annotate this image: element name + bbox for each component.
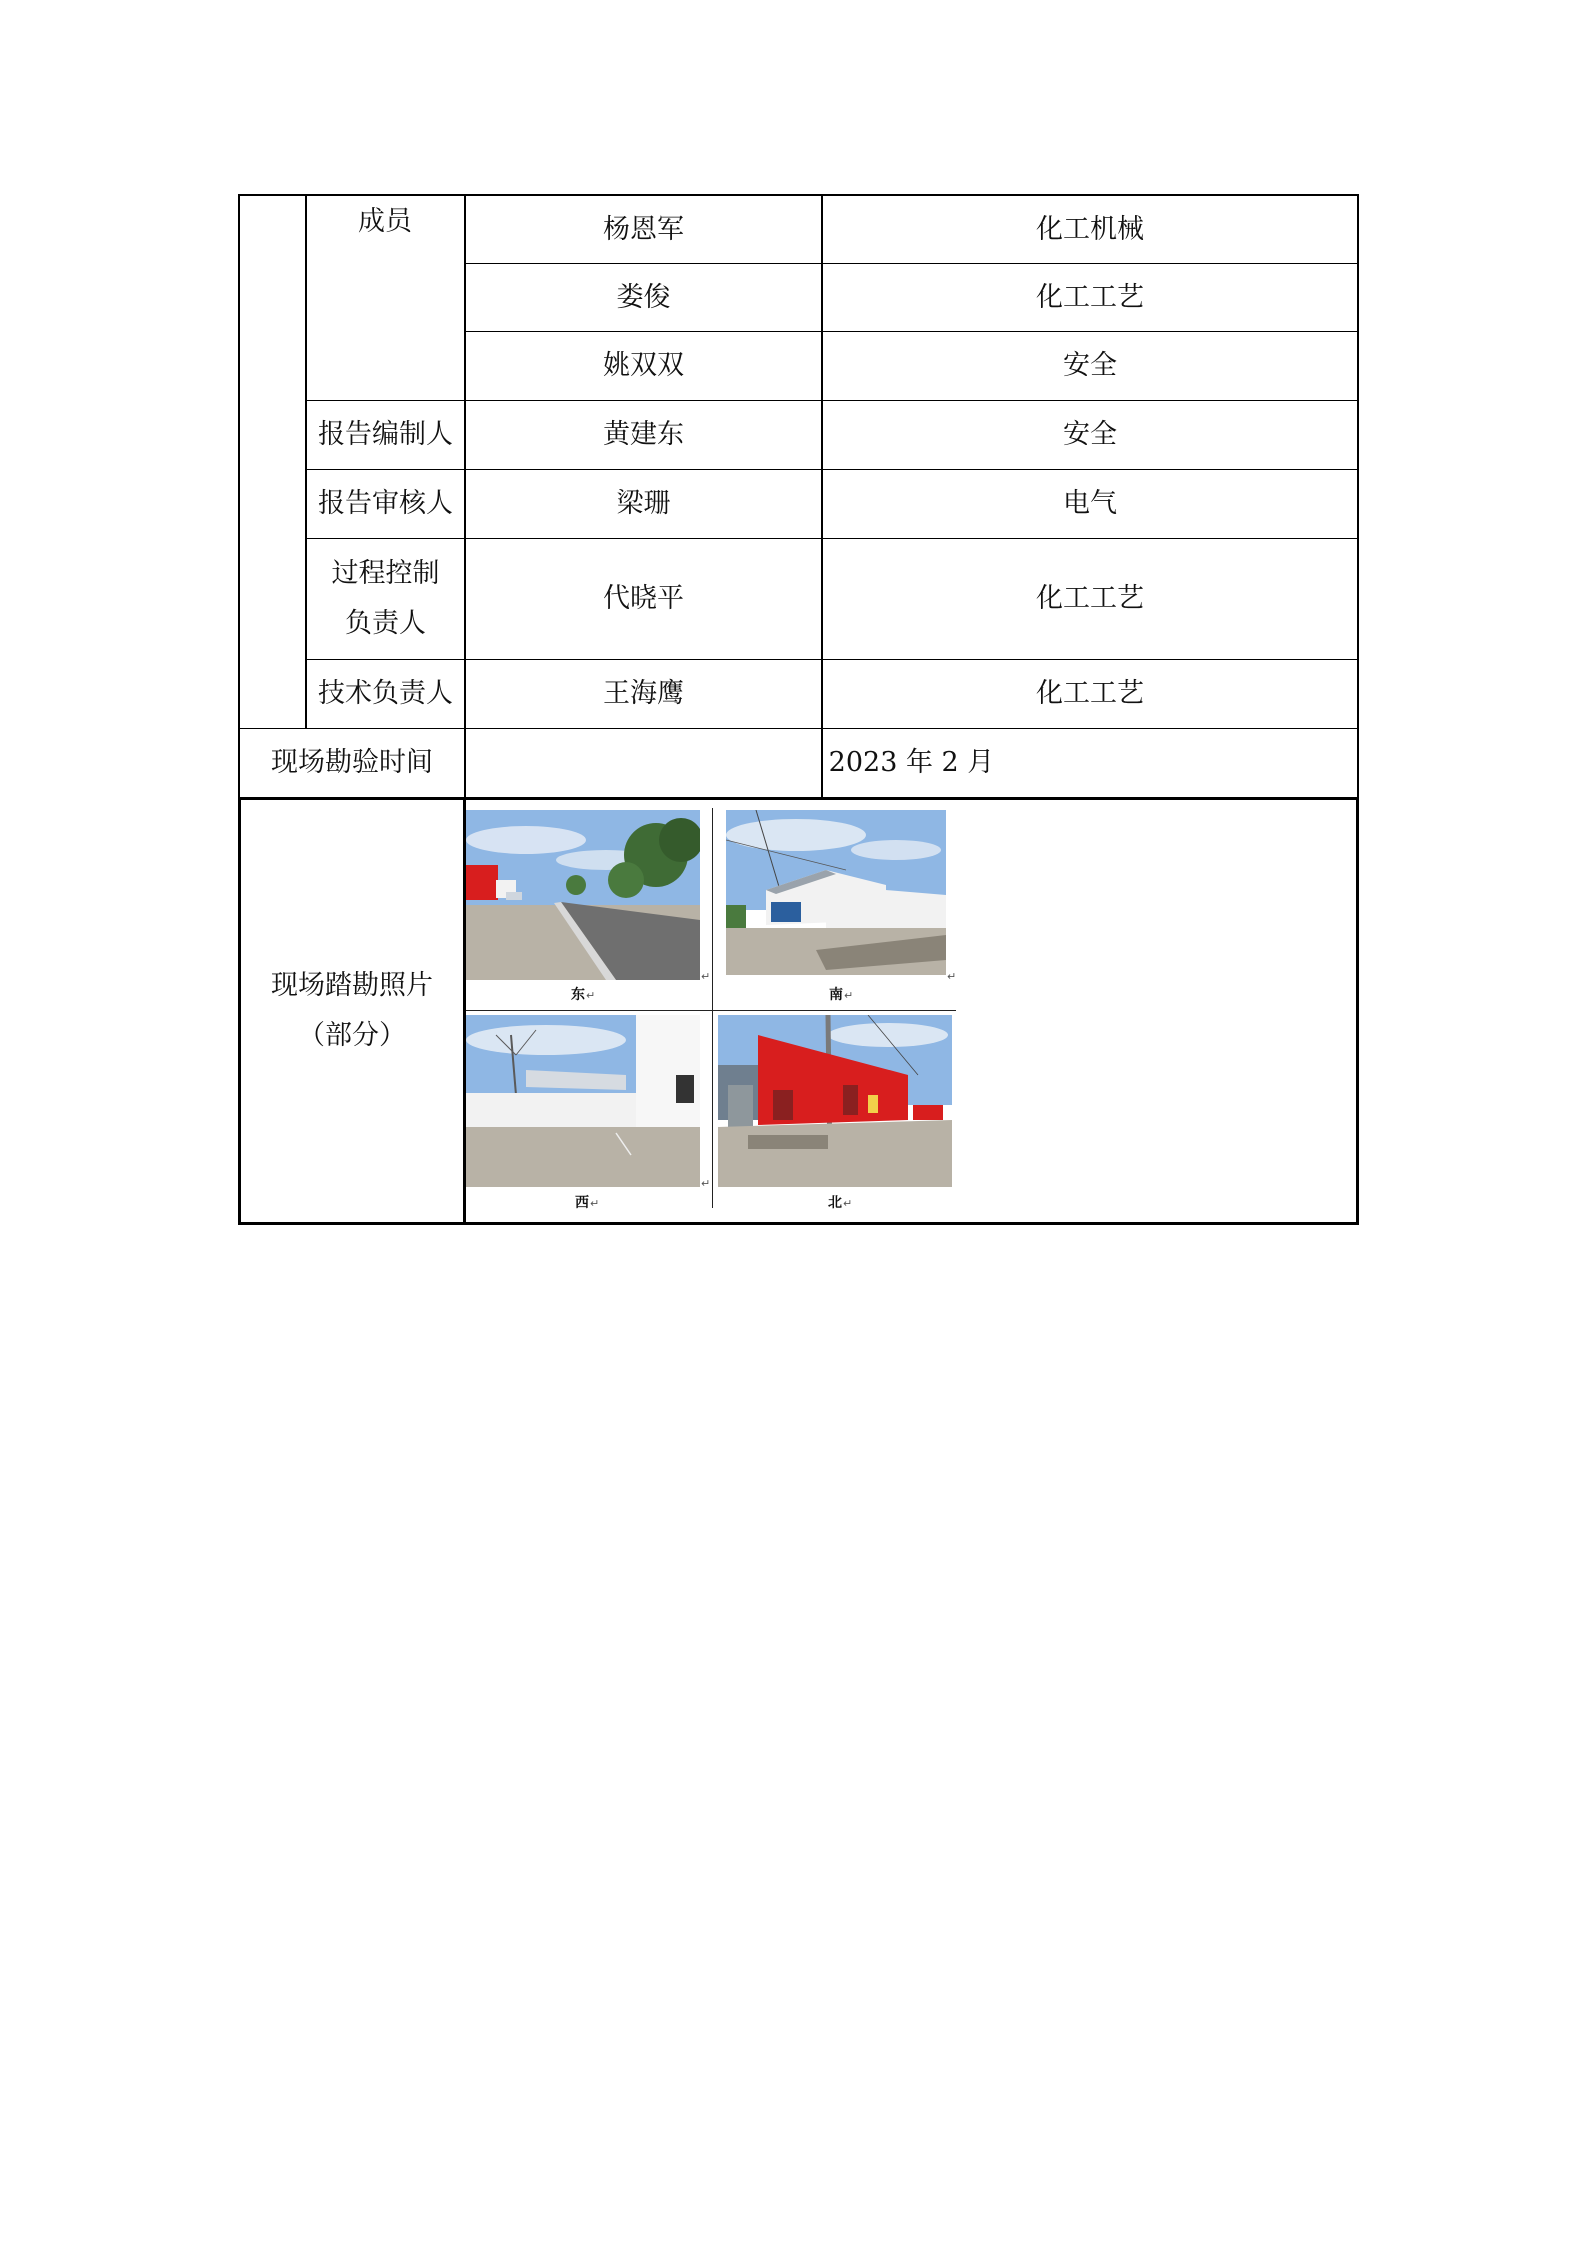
role-label-line: 过程控制 — [331, 558, 440, 590]
member-name: 姚双双 — [603, 350, 684, 382]
photo-box-right — [1356, 797, 1359, 1225]
survey-time-value: 2023 年 2 月 — [828, 747, 995, 779]
member-specialty: 化工机械 — [1036, 213, 1144, 245]
member-name: 娄俊 — [616, 281, 671, 313]
role-name: 黄建东 — [603, 419, 684, 451]
return-mark: ↵ — [947, 970, 957, 983]
photo-grid-divider-h — [466, 1010, 956, 1011]
member-specialty: 化工工艺 — [1036, 281, 1144, 313]
role-name: 代晓平 — [603, 583, 684, 615]
member-specialty: 安全 — [1063, 350, 1117, 382]
north-photo — [718, 1015, 952, 1187]
role-label: 技术负责人 — [318, 678, 453, 710]
role-label: 报告编制人 — [318, 419, 453, 451]
table-border-bottom — [238, 1222, 1359, 1225]
return-mark: ↵ — [843, 1197, 853, 1210]
role-specialty: 化工工艺 — [1036, 583, 1144, 615]
role-specialty: 化工工艺 — [1036, 678, 1144, 710]
return-mark: ↵ — [586, 989, 596, 1002]
east-photo-corner-mark — [700, 968, 710, 984]
photos-label-line: 现场踏勘照片 — [271, 970, 433, 1002]
west-photo — [466, 1015, 700, 1187]
role-name: 梁珊 — [616, 488, 671, 520]
south-photo-corner-mark — [946, 968, 956, 984]
east-photo — [466, 810, 700, 980]
role-label-process-control — [307, 539, 464, 659]
role-specialty: 电气 — [1063, 488, 1117, 520]
photos-label — [241, 800, 463, 1222]
role-specialty: 安全 — [1063, 419, 1117, 451]
west-caption — [575, 1192, 599, 1212]
photos-label-line: （部分） — [298, 1020, 406, 1051]
east-caption — [571, 984, 595, 1004]
north-caption — [828, 1192, 852, 1212]
east-caption-text: 东 — [571, 987, 585, 1003]
role-label: 报告审核人 — [318, 488, 453, 520]
survey-time-label: 现场勘验时间 — [271, 747, 433, 779]
south-caption-text: 南 — [829, 987, 843, 1003]
north-caption-text: 北 — [828, 1195, 842, 1211]
return-mark: ↵ — [590, 1197, 600, 1210]
west-caption-text: 西 — [575, 1195, 589, 1211]
south-photo — [726, 810, 946, 975]
member-name: 杨恩军 — [603, 213, 684, 245]
return-mark: ↵ — [701, 970, 711, 983]
role-name: 王海鹰 — [603, 678, 684, 710]
role-label-line: 负责人 — [345, 608, 426, 639]
photo-grid-divider-v — [712, 808, 713, 1208]
return-mark: ↵ — [701, 1177, 711, 1190]
south-caption — [829, 984, 853, 1004]
west-photo-corner-mark — [700, 1175, 710, 1191]
return-mark: ↵ — [844, 989, 854, 1002]
members-label: 成员 — [358, 206, 412, 237]
